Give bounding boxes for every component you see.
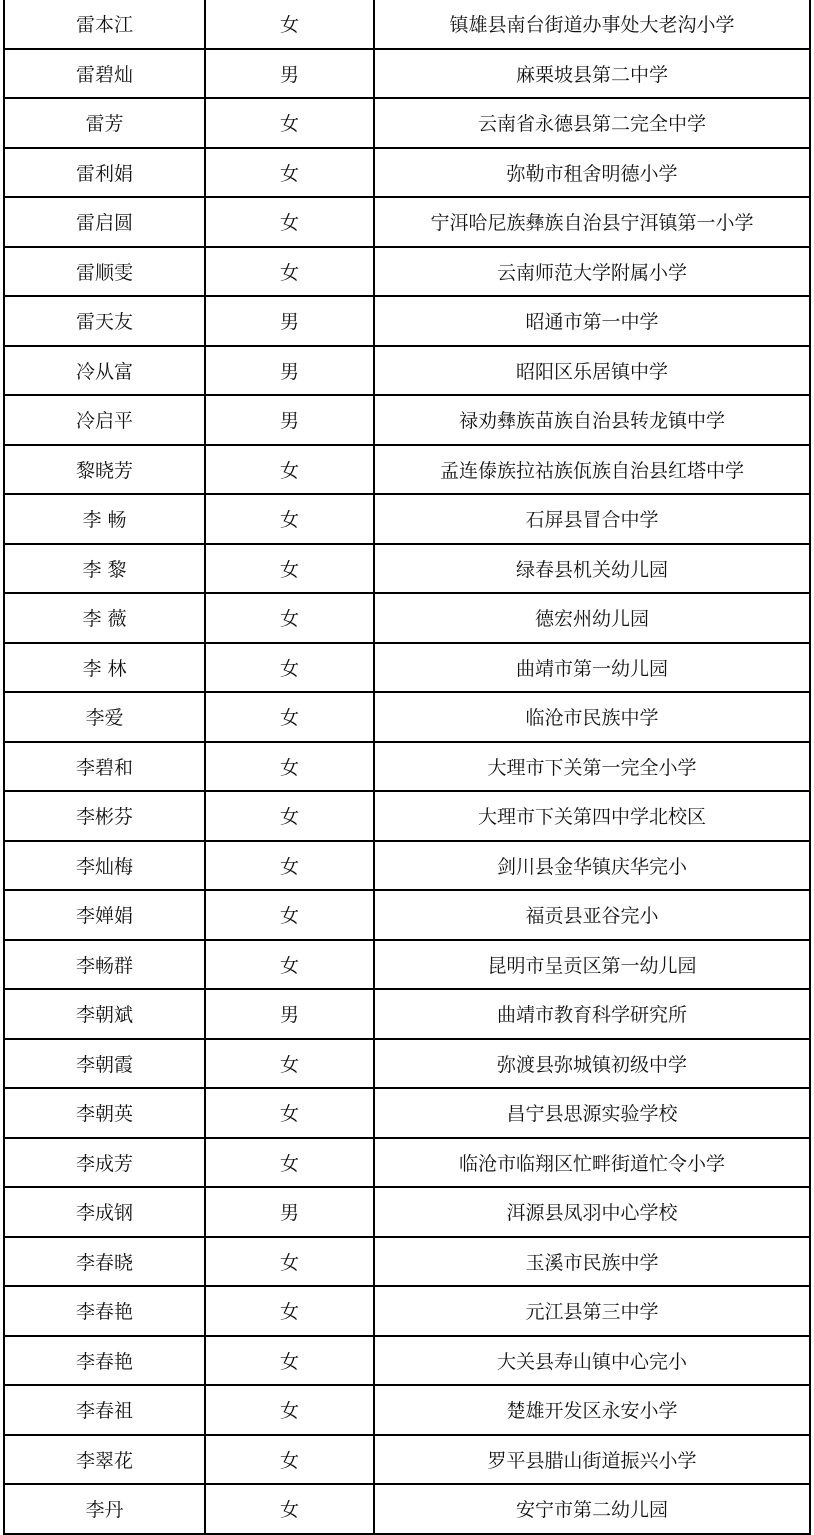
table-row — [4, 49, 810, 99]
name-cell: 李彬芬 — [4, 791, 205, 841]
school-cell: 云南省永德县第二完全中学 — [374, 98, 810, 148]
name-cell: 雷启圆 — [4, 197, 205, 247]
school-cell: 绿春县机关幼儿园 — [374, 544, 810, 594]
table-row — [4, 1484, 810, 1534]
table-row — [4, 346, 810, 396]
table-row — [4, 98, 810, 148]
table-row — [4, 148, 810, 198]
gender-cell: 女 — [205, 1336, 374, 1386]
table-row — [4, 1385, 810, 1435]
gender-cell: 女 — [205, 1138, 374, 1188]
table-row — [4, 1286, 810, 1336]
gender-cell: 女 — [205, 0, 374, 49]
school-cell: 安宁市第二幼儿园 — [374, 1484, 810, 1534]
table-row — [4, 197, 810, 247]
table-row — [4, 692, 810, 742]
name-cell: 李 畅 — [4, 494, 205, 544]
table-row — [4, 841, 810, 891]
name-cell: 李婵娟 — [4, 890, 205, 940]
roster-body — [4, 0, 810, 1534]
gender-cell: 女 — [205, 148, 374, 198]
table-row — [4, 890, 810, 940]
school-cell: 福贡县亚谷完小 — [374, 890, 810, 940]
school-cell: 临沧市临翔区忙畔街道忙令小学 — [374, 1138, 810, 1188]
school-cell: 昭通市第一中学 — [374, 296, 810, 346]
gender-cell: 女 — [205, 1039, 374, 1089]
school-cell: 昆明市呈贡区第一幼儿园 — [374, 940, 810, 990]
gender-cell: 女 — [205, 445, 374, 495]
gender-cell: 女 — [205, 841, 374, 891]
gender-cell: 男 — [205, 296, 374, 346]
gender-cell: 女 — [205, 197, 374, 247]
gender-cell: 女 — [205, 1088, 374, 1138]
table-row — [4, 1138, 810, 1188]
school-cell: 曲靖市教育科学研究所 — [374, 989, 810, 1039]
name-cell: 李丹 — [4, 1484, 205, 1534]
gender-cell: 女 — [205, 593, 374, 643]
name-cell: 李碧和 — [4, 742, 205, 792]
name-cell: 李朝霞 — [4, 1039, 205, 1089]
table-row — [4, 494, 810, 544]
name-cell: 李成芳 — [4, 1138, 205, 1188]
name-cell: 冷从富 — [4, 346, 205, 396]
name-cell: 李春艳 — [4, 1286, 205, 1336]
name-cell: 李 薇 — [4, 593, 205, 643]
name-cell: 李畅群 — [4, 940, 205, 990]
name-cell: 李翠花 — [4, 1435, 205, 1485]
name-cell: 李朝英 — [4, 1088, 205, 1138]
gender-cell: 女 — [205, 1484, 374, 1534]
school-cell: 昌宁县思源实验学校 — [374, 1088, 810, 1138]
name-cell: 雷芳 — [4, 98, 205, 148]
school-cell: 麻栗坡县第二中学 — [374, 49, 810, 99]
name-cell: 李 黎 — [4, 544, 205, 594]
gender-cell: 女 — [205, 940, 374, 990]
name-cell: 李春艳 — [4, 1336, 205, 1386]
school-cell: 大关县寿山镇中心完小 — [374, 1336, 810, 1386]
gender-cell: 女 — [205, 1385, 374, 1435]
school-cell: 昭阳区乐居镇中学 — [374, 346, 810, 396]
table-row — [4, 1435, 810, 1485]
roster-table — [3, 0, 811, 1535]
name-cell: 雷碧灿 — [4, 49, 205, 99]
table-row — [4, 1187, 810, 1237]
name-cell: 李春祖 — [4, 1385, 205, 1435]
gender-cell: 女 — [205, 890, 374, 940]
table-row — [4, 1088, 810, 1138]
name-cell: 冷启平 — [4, 395, 205, 445]
table-row — [4, 0, 810, 49]
school-cell: 大理市下关第一完全小学 — [374, 742, 810, 792]
school-cell: 楚雄开发区永安小学 — [374, 1385, 810, 1435]
gender-cell: 女 — [205, 98, 374, 148]
table-row — [4, 445, 810, 495]
gender-cell: 男 — [205, 989, 374, 1039]
table-row — [4, 1237, 810, 1287]
name-cell: 李春晓 — [4, 1237, 205, 1287]
table-row — [4, 593, 810, 643]
school-cell: 曲靖市第一幼儿园 — [374, 643, 810, 693]
name-cell: 雷顺雯 — [4, 247, 205, 297]
gender-cell: 男 — [205, 1187, 374, 1237]
table-row — [4, 643, 810, 693]
table-row — [4, 989, 810, 1039]
gender-cell: 女 — [205, 1237, 374, 1287]
gender-cell: 男 — [205, 395, 374, 445]
name-cell: 雷利娟 — [4, 148, 205, 198]
school-cell: 弥渡县弥城镇初级中学 — [374, 1039, 810, 1089]
gender-cell: 女 — [205, 1435, 374, 1485]
school-cell: 孟连傣族拉祜族佤族自治县红塔中学 — [374, 445, 810, 495]
school-cell: 临沧市民族中学 — [374, 692, 810, 742]
school-cell: 弥勒市租舍明德小学 — [374, 148, 810, 198]
school-cell: 德宏州幼儿园 — [374, 593, 810, 643]
gender-cell: 女 — [205, 494, 374, 544]
table-row — [4, 395, 810, 445]
name-cell: 李灿梅 — [4, 841, 205, 891]
school-cell: 云南师范大学附属小学 — [374, 247, 810, 297]
school-cell: 剑川县金华镇庆华完小 — [374, 841, 810, 891]
gender-cell: 女 — [205, 1286, 374, 1336]
name-cell: 李朝斌 — [4, 989, 205, 1039]
table-row — [4, 791, 810, 841]
table-row — [4, 1336, 810, 1386]
school-cell: 禄劝彝族苗族自治县转龙镇中学 — [374, 395, 810, 445]
school-cell: 罗平县腊山街道振兴小学 — [374, 1435, 810, 1485]
school-cell: 大理市下关第四中学北校区 — [374, 791, 810, 841]
school-cell: 镇雄县南台街道办事处大老沟小学 — [374, 0, 810, 49]
table-row — [4, 544, 810, 594]
name-cell: 李 林 — [4, 643, 205, 693]
name-cell: 李成钢 — [4, 1187, 205, 1237]
gender-cell: 女 — [205, 544, 374, 594]
name-cell: 黎晓芳 — [4, 445, 205, 495]
school-cell: 元江县第三中学 — [374, 1286, 810, 1336]
table-row — [4, 742, 810, 792]
table-row — [4, 940, 810, 990]
gender-cell: 男 — [205, 346, 374, 396]
school-cell: 玉溪市民族中学 — [374, 1237, 810, 1287]
name-cell: 雷天友 — [4, 296, 205, 346]
school-cell: 洱源县凤羽中心学校 — [374, 1187, 810, 1237]
gender-cell: 女 — [205, 692, 374, 742]
gender-cell: 女 — [205, 791, 374, 841]
gender-cell: 男 — [205, 49, 374, 99]
gender-cell: 女 — [205, 247, 374, 297]
table-row — [4, 1039, 810, 1089]
name-cell: 雷本江 — [4, 0, 205, 49]
school-cell: 宁洱哈尼族彝族自治县宁洱镇第一小学 — [374, 197, 810, 247]
school-cell: 石屏县冒合中学 — [374, 494, 810, 544]
gender-cell: 女 — [205, 742, 374, 792]
table-row — [4, 247, 810, 297]
table-row — [4, 296, 810, 346]
name-cell: 李爱 — [4, 692, 205, 742]
gender-cell: 女 — [205, 643, 374, 693]
